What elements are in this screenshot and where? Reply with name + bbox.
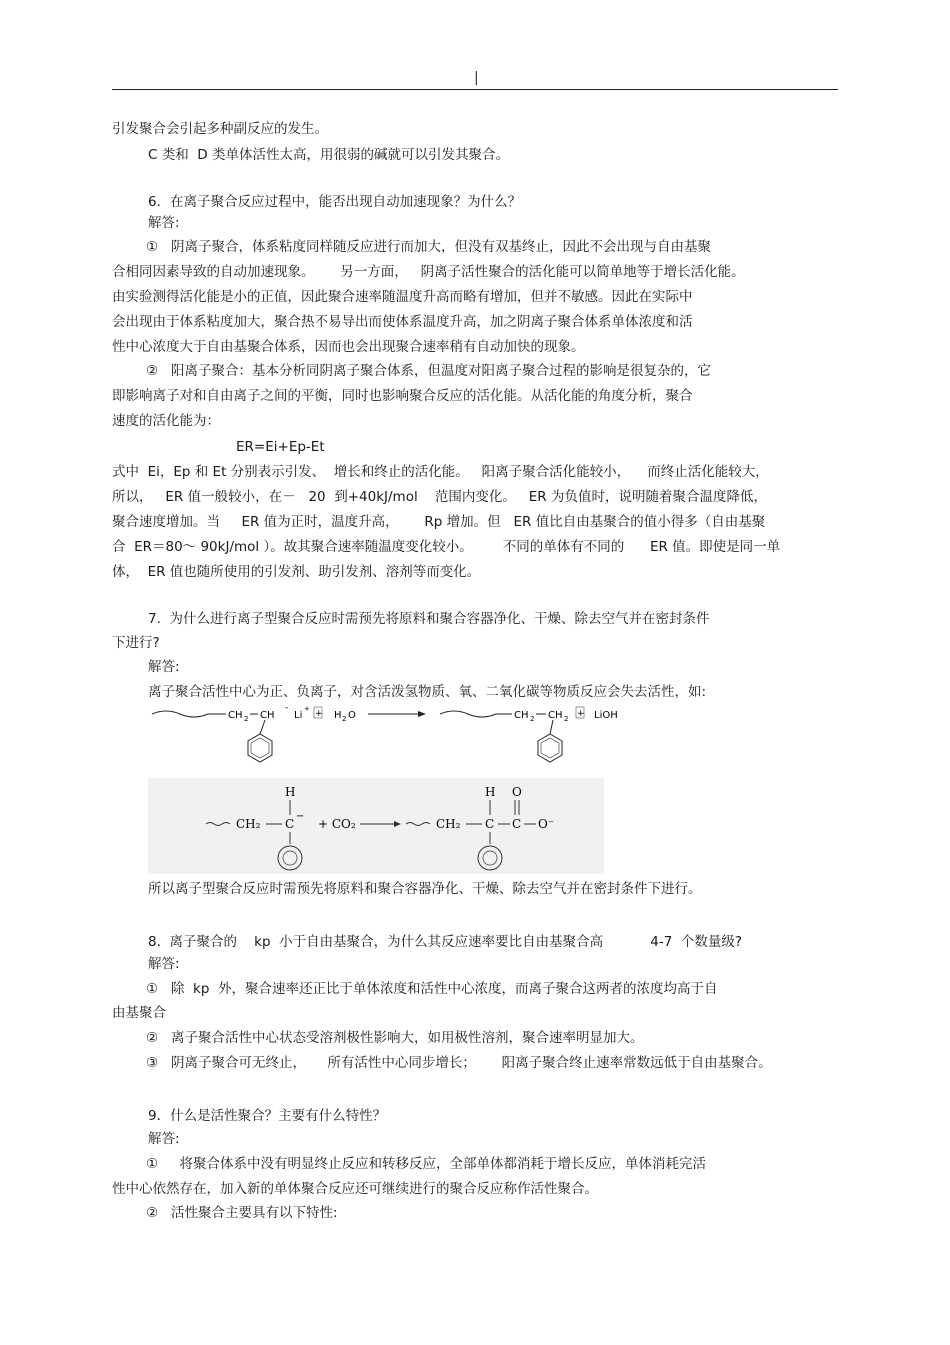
water-h: H	[334, 710, 342, 721]
text-line: 性中心浓度大于自由基聚合体系，因而也会出现聚合速率稍有自动加快的现象。	[112, 339, 585, 355]
ch2-subscript: 2	[530, 715, 535, 723]
ch2-label: CH	[548, 710, 563, 721]
benzene-ring-icon	[478, 846, 502, 870]
question-9-title: 9．什么是活性聚合？主要有什么特性？	[148, 1108, 387, 1124]
hydrogen-label: H	[285, 785, 296, 799]
text-line: 由基聚合	[112, 1005, 166, 1021]
text-line: 下进行?	[112, 635, 160, 651]
answer-label: 解答:	[148, 215, 180, 231]
text-line: ① 将聚合体系中没有明显终止反应和转移反应，全部单体都消耗于增长反应，单体消耗完活	[146, 1156, 707, 1172]
ch2-label: CH	[514, 710, 529, 721]
text-line: 所以， ER 值一般较小，在－ 20 到+40kJ/mol 范围内变化。 ER 为负值时，说明随着聚合温度降低，	[112, 489, 767, 505]
question-6-title: 6．在离子聚合反应过程中，能否出现自动加速现象？为什么？	[148, 194, 522, 210]
lioh-label: LiOH	[594, 710, 618, 721]
water-o: O	[348, 710, 356, 721]
text-line: 体， ER 值也随所使用的引发剂、助引发剂、溶剂等而变化。	[112, 564, 481, 580]
ch2-label: CH₂	[436, 817, 461, 831]
text-line: 合相同因素导致的自动加速现象。 另一方面， 阴离子活性聚合的活化能可以简单地等于增长活化能。	[112, 264, 745, 280]
co2-label: + CO₂	[318, 817, 356, 831]
text-line: 聚合速度增加。当 ER 值为正时，温度升高， Rp 增加。但 ER 值比自由基聚合的值小得多（自由基聚	[112, 514, 766, 530]
reaction-living-anion-water	[148, 700, 628, 778]
scanned-reaction-image	[148, 778, 604, 874]
text-line: 所以离子型聚合反应时需预先将原料和聚合容器净化、干燥、除去空气并在密封条件下进行。	[148, 881, 702, 897]
li-charge: +	[304, 705, 310, 713]
ch2-label: CH	[228, 710, 243, 721]
text-line: 式中 Ei，Ep 和 Et 分别表示引发、 增长和终止的活化能。 阳离子聚合活化能较小， 而终止活化能较大，	[112, 464, 769, 480]
text-line: ③ 阴离子聚合可无终止， 所有活性中心同步增长； 阳离子聚合终止速率常数远低于自由基聚合。	[146, 1055, 772, 1071]
header-mark: |	[474, 70, 479, 86]
minus-charge: −	[296, 811, 305, 822]
ch2-subscript: 2	[244, 715, 249, 723]
answer-label: 解答:	[148, 659, 180, 675]
hydrogen-label: H	[485, 785, 496, 799]
ch-label: CH	[260, 710, 275, 721]
text-line: ① 阴离子聚合，体系粘度同样随反应进行而加大，但没有双基终止，因此不会出现与自由基聚	[146, 239, 711, 255]
text-line: 合 ER＝80～ 90kJ/mol ）。故其聚合速率随温度变化较小。 不同的单体有不同的 ER 值。即使是同一单	[112, 539, 781, 555]
header-rule	[112, 89, 838, 90]
text-line: 性中心依然存在，加入新的单体聚合反应还可继续进行的聚合反应称作活性聚合。	[112, 1181, 598, 1197]
carbon-label: C	[285, 817, 295, 831]
plus-sign: +	[315, 709, 323, 719]
ch2-subscript: 2	[564, 715, 569, 723]
oxygen-label: O	[512, 785, 522, 799]
li-label: Li	[294, 710, 303, 721]
oxide-label: O⁻	[538, 817, 555, 831]
plus-sign: +	[577, 709, 585, 719]
text-line: ② 离子聚合活性中心状态受溶剂极性影响大，如用极性溶剂，聚合速率明显加大。	[146, 1030, 644, 1046]
question-7-title: 7. 为什么进行离子型聚合反应时需预先将原料和聚合容器净化、干燥、除去空气并在密封条件	[148, 611, 710, 627]
carbonyl-carbon-label: C	[512, 817, 522, 831]
question-8-title: 8. 离子聚合的 kp 小于自由基聚合，为什么其反应速率要比自由基聚合高 4-7 个数量级?	[148, 934, 743, 950]
text-line: ① 除 kp 外，聚合速率还正比于单体浓度和活性中心浓度，而离子聚合这两者的浓度均高于自	[146, 981, 718, 997]
text-line: 引发聚合会引起多种副反应的发生。	[112, 121, 328, 137]
benzene-ring-icon	[278, 846, 302, 870]
text-line: 即影响离子对和自由离子之间的平衡，同时也影响聚合反应的活化能。从活化能的角度分析，聚合	[112, 388, 693, 404]
minus-charge: -	[285, 703, 289, 713]
water-subscript: 2	[342, 715, 347, 723]
polymer-chain-icon	[152, 711, 208, 717]
text-line: 离子聚合活性中心为正、负离子，对含活泼氢物质、氧、二氧化碳等物质反应会失去活性，如:	[148, 684, 707, 700]
text-line: ② 活性聚合主要具有以下特性:	[146, 1205, 338, 1221]
text-line: 由实验测得活化能是小的正值，因此聚合速率随温度升高而略有增加，但并不敏感。因此在实际中	[112, 289, 693, 305]
answer-label: 解答:	[148, 1131, 180, 1147]
text-line: 速度的活化能为：	[112, 413, 220, 429]
text-line: C 类和 D 类单体活性太高，用很弱的碱就可以引发其聚合。	[148, 147, 509, 163]
activation-energy-equation: ER=Ei+Ep-Et	[236, 439, 325, 455]
ch2-label: CH₂	[236, 817, 261, 831]
text-line: ② 阳离子聚合：基本分析同阴离子聚合体系，但温度对阳离子聚合过程的影响是很复杂的，它	[146, 363, 711, 379]
polymer-chain-icon	[440, 711, 496, 717]
reaction-carbanion-co2	[148, 778, 604, 874]
answer-label: 解答:	[148, 956, 180, 972]
carbon-label: C	[485, 817, 495, 831]
text-line: 会出现由于体系粘度加大，聚合热不易导出而使体系温度升高，加之阴离子聚合体系单体浓度和活	[112, 314, 693, 330]
